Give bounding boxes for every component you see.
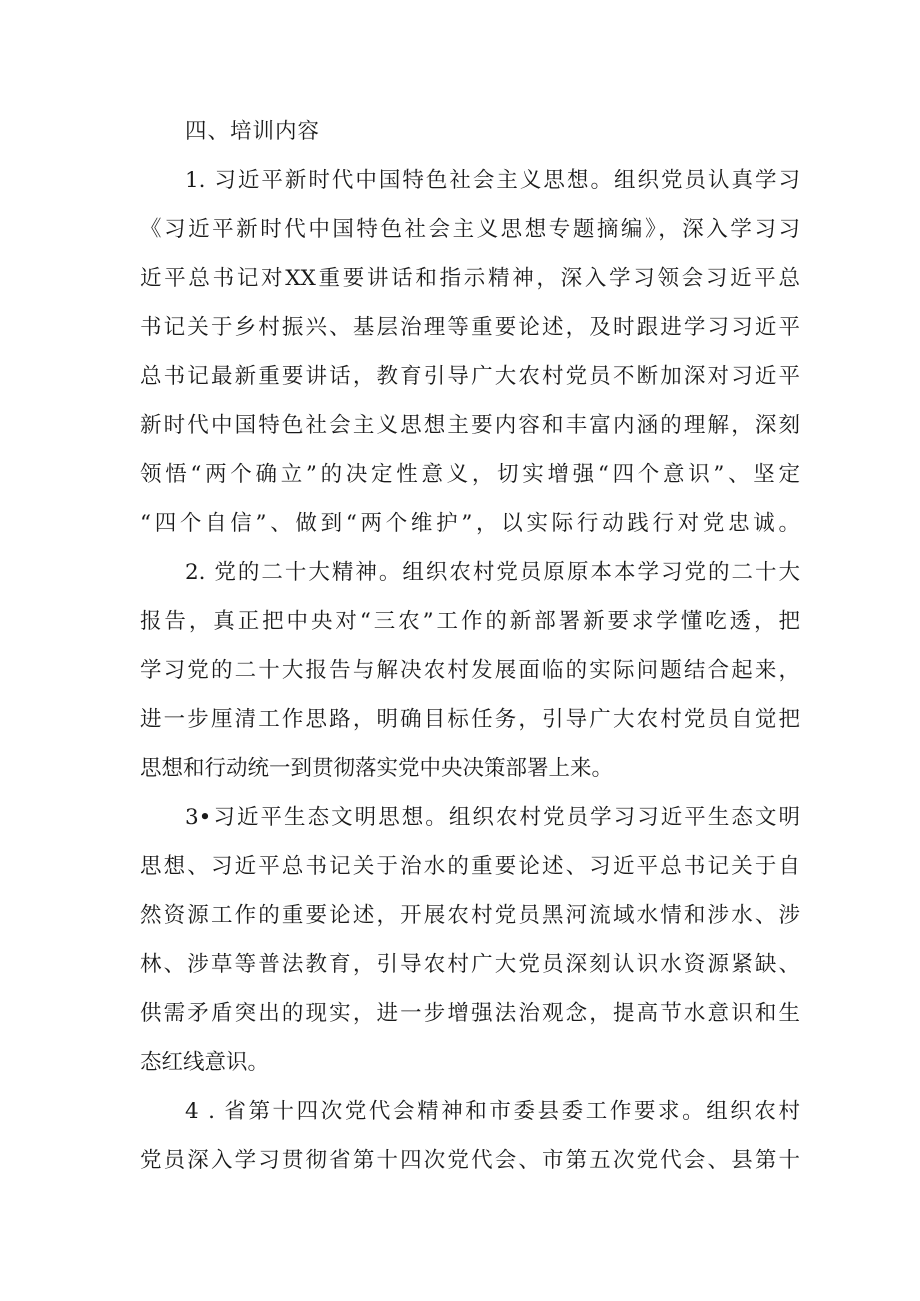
paragraph-line: 1. 习近平新时代中国特色社会主义思想。组织党员认真学习 [185,168,800,193]
paragraph-line: 供需矛盾突出的现实，进一步增强法治观念，提高节水意识和生 [140,1001,800,1026]
paragraph-line: 林、涉草等普法教育，引导农村广大党员深刻认识水资源紧缺、 [140,952,800,977]
paragraph-line: 书记关于乡村振兴、基层治理等重要论述，及时跟进学习习近平 [140,315,800,340]
paragraph-line: 3•习近平生态文明思想。组织农村党员学习习近平生态文明 [185,805,800,830]
paragraph-line: 思想、习近平总书记关于治水的重要论述、习近平总书记关于自 [140,854,800,879]
paragraph-line: 新时代中国特色社会主义思想主要内容和丰富内涵的理解，深刻 [140,413,800,438]
paragraph-line: 进一步厘清工作思路，明确目标任务，引导广大农村党员自觉把 [140,707,800,732]
paragraph-line: 4 . 省第十四次党代会精神和市委县委工作要求。组织农村 [185,1099,800,1124]
paragraph-line: 态红线意识。 [140,1050,270,1075]
paragraph-line: 思想和行动统一到贯彻落实党中央决策部署上来。 [140,756,614,781]
paragraph-line: 党员深入学习贯彻省第十四次党代会、市第五次党代会、县第十 [140,1148,800,1173]
paragraph-line: 领悟“两个确立”的决定性意义，切实增强“四个意识”、坚定 [140,462,800,487]
section-heading: 四、培训内容 [185,119,321,144]
paragraph-line: 《习近平新时代中国特色社会主义思想专题摘编》，深入学习习 [140,217,800,242]
paragraph-line: 总书记最新重要讲话，教育引导广大农村党员不断加深对习近平 [140,364,800,389]
paragraph-line: “四个自信”、做到“两个维护”，以实际行动践行对党忠诚。 [140,511,800,536]
paragraph-line: 2. 党的二十大精神。组织农村党员原原本本学习党的二十大 [185,560,800,585]
paragraph-line: 学习党的二十大报告与解决农村发展面临的实际问题结合起来， [140,658,800,683]
paragraph-line: 然资源工作的重要论述，开展农村党员黑河流域水情和涉水、涉 [140,903,800,928]
paragraph-line: 近平总书记对XX重要讲话和指示精神，深入学习领会习近平总 [140,266,800,291]
paragraph-line: 报告，真正把中央对“三农”工作的新部署新要求学懂吃透，把 [140,609,800,634]
